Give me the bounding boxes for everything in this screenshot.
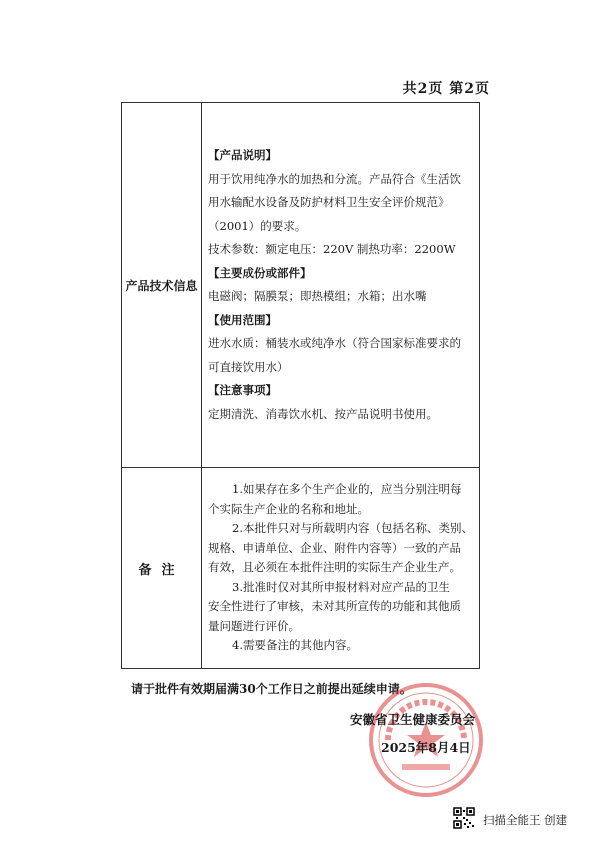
renewal-notice: 请于批件有效期届满30个工作日之前提出延续申请。 (131, 682, 412, 696)
content-line: 【使用范围】 (208, 312, 278, 327)
remarks-row (122, 468, 480, 669)
remarks-line: 3.批准时仅对其所申报材料对应产品的卫生 (232, 579, 450, 594)
remarks-line: 2.本批件只对与所载明内容（包括名称、类别、 (232, 521, 473, 536)
content-line: 用于饮用纯净水的加热和分流。产品符合《生活饮 (208, 171, 462, 186)
content-line: 【注意事项】 (208, 383, 278, 397)
remarks-line: 有效，且必须在本批件注明的实际生产企业生产。 (208, 560, 462, 575)
content-line: （2001）的要求。 (208, 218, 307, 233)
product-tech-content (202, 103, 480, 468)
product-tech-row (122, 103, 480, 468)
qr-code-icon (453, 807, 475, 829)
remarks-content (202, 468, 480, 669)
page-number: 共2页 第2页 (402, 81, 490, 97)
content-line: 电磁阀；隔膜泵；即热模组；水箱；出水嘴 (208, 289, 427, 303)
issuing-authority: 安徽省卫生健康委员会 (350, 712, 476, 727)
remarks-line: 安全性进行了审核，未对其所宣传的功能和其他质 (208, 599, 462, 614)
content-line: 【产品说明】 (208, 148, 278, 162)
content-line: 【主要成份或部件】 (208, 265, 312, 280)
remarks-line: 1.如果存在多个生产企业的，应当分别注明每 (232, 482, 462, 497)
remarks-line: 个实际生产企业的名称和地址。 (208, 501, 370, 516)
remarks-label: 备注 (122, 468, 202, 669)
remarks-line: 规格、申请单位、企业、附件内容等）一致的产品 (208, 540, 462, 555)
remarks-line: 量问题进行评价。 (208, 618, 301, 633)
remarks-line: 4.需要备注的其他内容。 (232, 638, 358, 653)
content-line: 进水水质：桶装水或纯净水（符合国家标准要求的 (208, 336, 462, 350)
scanner-watermark: 扫描全能王 创建 (483, 813, 568, 827)
issue-date: 2025年8月4日 (381, 740, 471, 755)
content-line: 可直接饮用水） (208, 359, 289, 374)
certificate-table (121, 102, 480, 669)
content-line: 用水输配水设备及防护材料卫生安全评价规范》 (208, 195, 450, 209)
content-line: 技术参数：额定电压：220V 制热功率：2200W (208, 242, 456, 256)
content-line: 定期清洗、消毒饮水机、按产品说明书使用。 (208, 406, 439, 421)
product-tech-label: 产品技术信息 (122, 103, 202, 468)
